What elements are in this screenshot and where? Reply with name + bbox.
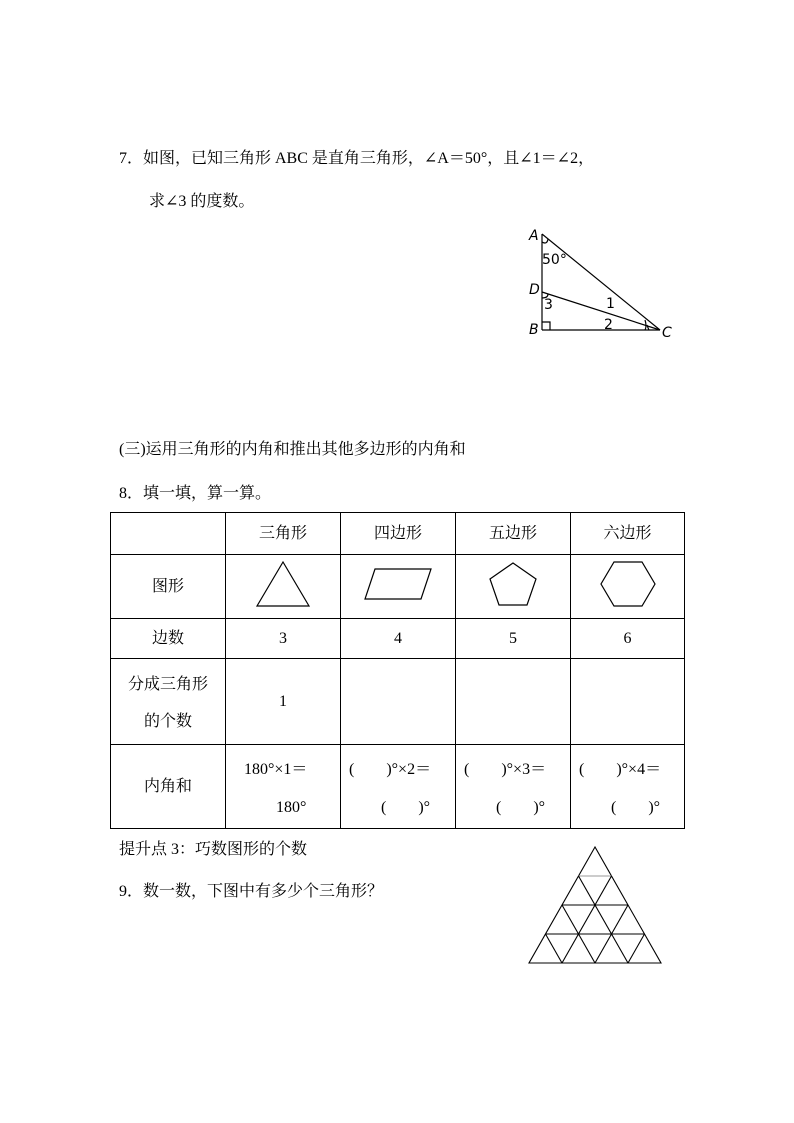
angle-sum-quadrilateral-line2: ( )°: [381, 798, 431, 816]
q9-prompt: 9．数一数，下图中有多少个三角形？: [119, 883, 384, 900]
diag-right-2: [579, 876, 629, 963]
angle-sum-hexagon: [571, 745, 685, 829]
diag-right-3: [546, 934, 563, 963]
q7-text-line1: 7．如图，已知三角形 ABC 是直角三角形，∠A＝50°，且∠1＝∠2，: [119, 150, 595, 167]
label-a: A: [529, 228, 539, 244]
header-hexagon: 六边形: [571, 513, 685, 555]
label-c: C: [662, 325, 672, 341]
side-ac: [542, 234, 660, 330]
section3-title: (三)运用三角形的内角和推出其他多边形的内角和: [119, 441, 466, 458]
angle-sum-pentagon-line1: ( )°×3＝: [464, 760, 547, 778]
shape-cell-pentagon: [456, 555, 571, 619]
diag-left-2: [562, 876, 612, 963]
point3-title: 提升点 3：巧数图形的个数: [119, 841, 308, 858]
row-label-angle-sum: 内角和: [111, 745, 226, 829]
label-angle-a: 50°: [542, 252, 567, 268]
parallelogram-shape-icon: [361, 564, 435, 604]
row-label-split: [111, 659, 226, 745]
segment-dc: [542, 292, 660, 330]
split-triangle: 1: [226, 659, 341, 745]
split-hexagon-blank: [571, 659, 685, 745]
triangle-shape-icon: [253, 558, 313, 610]
header-empty-cell: [111, 513, 226, 555]
angle-sum-quadrilateral-line1: ( )°×2＝: [349, 760, 432, 778]
angle-sum-triangle: [226, 745, 341, 829]
sides-triangle: 3: [226, 619, 341, 659]
shape-cell-quadrilateral: [341, 555, 456, 619]
shape-cell-hexagon: [571, 555, 685, 619]
row-label-sides: 边数: [111, 619, 226, 659]
diag-left-3: [628, 934, 645, 963]
label-d: D: [529, 282, 540, 298]
q7-text-line2: 求∠3 的度数。: [149, 193, 255, 210]
angle-sum-pentagon-line2: ( )°: [496, 798, 546, 816]
q7-triangle-figure: [520, 222, 690, 344]
right-angle-mark: [542, 322, 550, 330]
sides-quadrilateral: 4: [341, 619, 456, 659]
q9-triangle-grid-figure: [525, 845, 667, 967]
split-quadrilateral-blank: [341, 659, 456, 745]
shape-cell-triangle: [226, 555, 341, 619]
sides-pentagon: 5: [456, 619, 571, 659]
angle-a-arc: [542, 239, 548, 243]
header-quadrilateral: 四边形: [341, 513, 456, 555]
pentagon-shape-icon: [486, 559, 540, 609]
row-label-split-line1: 分成三角形: [127, 675, 208, 693]
angle-sum-triangle-line2: 180°: [276, 798, 307, 816]
header-triangle: 三角形: [226, 513, 341, 555]
q8-prompt: 8．填一填，算一算。: [119, 485, 272, 502]
angle-sum-hexagon-line2: ( )°: [611, 798, 661, 816]
angle-sum-triangle-line1: 180°×1＝: [244, 760, 308, 778]
angle-sum-quadrilateral: [341, 745, 456, 829]
label-angle-3: 3: [544, 297, 553, 313]
label-angle-1: 1: [606, 296, 615, 312]
row-label-shape: 图形: [111, 555, 226, 619]
label-b: B: [529, 322, 539, 338]
sides-hexagon: 6: [571, 619, 685, 659]
angle-sum-hexagon-line1: ( )°×4＝: [579, 760, 662, 778]
hexagon-shape-icon: [598, 558, 658, 610]
split-pentagon-blank: [456, 659, 571, 745]
row-label-split-line2: 的个数: [143, 712, 192, 730]
angle-sum-pentagon: [456, 745, 571, 829]
q8-table: [110, 512, 685, 829]
label-angle-2: 2: [604, 317, 613, 333]
header-pentagon: 五边形: [456, 513, 571, 555]
